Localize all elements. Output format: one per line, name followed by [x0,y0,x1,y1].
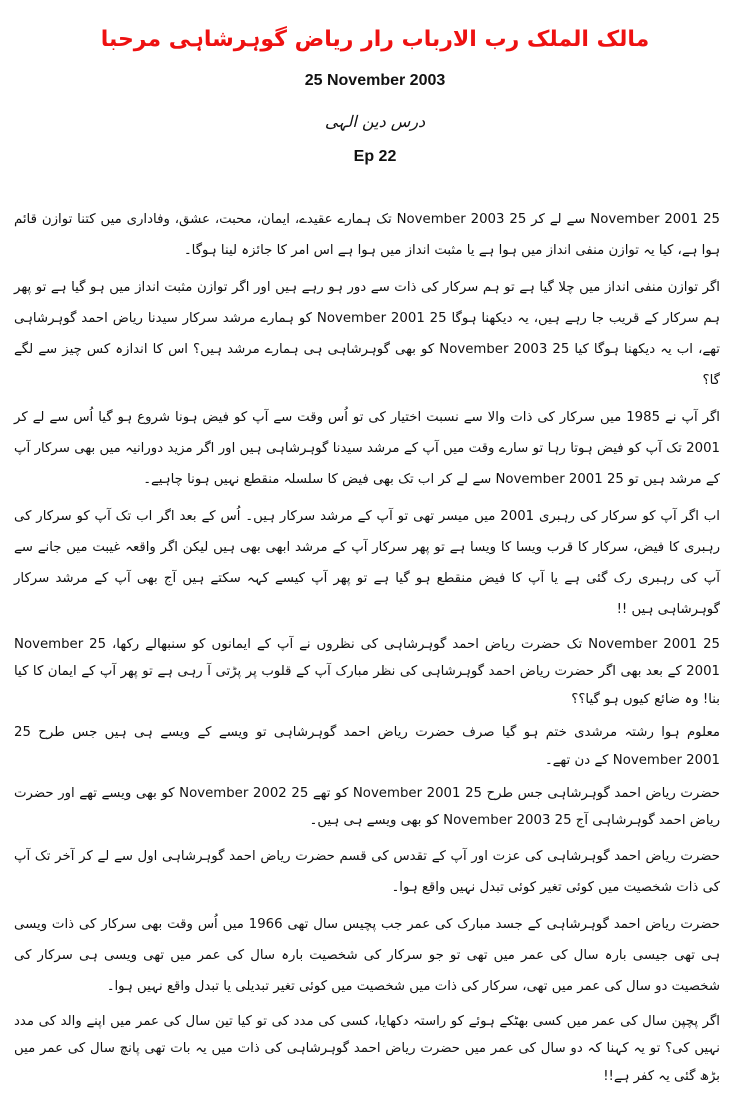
paragraph: 25 November 2001 سے لے کر 25 November 2003 تک ہمارے عقیدے، ایمان، محبت، عشق، وفاداری میں کتنا توازن قائم ہوا ہے، کیا یہ توازن منفی انداز میں ہوا ہے یا مثبت انداز میں ہوا ہے اس امر کا جائزہ لینا ہوگا۔ [14,212,720,258]
paragraph: حضرت ریاض احمد گوہرشاہی کے جسد مبارک کی عمر جب پچیس سال تھی 1966 میں اُس وقت بھی سرکار کی ذات ویسی ہی تھی جیسی بارہ سال کی عمر میں تھی تو جو سرکار کی شخصیت بارہ سال کی عمر میں تھی ویسی ہی سرکار کی شخصیت دو سال کی عمر میں تھی، سرکار کی ذات میں شخصیت میں کوئی تغیر تبدیلی یا تبدل واقع نہیں ہوا۔ [14,916,720,994]
paragraph: اگر پچپن سال کی عمر میں کسی بھٹکے ہوئے کو راستہ دکھایا، کسی کی مدد کی تو کیا تین سال کی عمر میں اپنے والد کی مدد نہیں کی؟ تو یہ کہنا کہ دو سال کی عمر میں حضرت ریاض احمد گوہرشاہی کی ذات میں یہ بات تھی پانچ سال کی عمر میں بڑھ گئی یہ کفر ہے!! [14,1013,720,1084]
paragraph: 25 November 2001 تک حضرت ریاض احمد گوہرشاہی کی نظروں نے آپ کے ایمانوں کو سنبھالے رکھا، 25 November 2001 کے بعد بھی اگر حضرت ریاض احمد گوہرشاہی کی نظر مبارک آپ کے قلوب پر پڑتی آ رہی ہے تو پھر آپ کے ایمان کا کیا بنا! وہ ضائع کیوں ہو گیا؟؟ [14,637,720,707]
paragraph: اگر توازن منفی انداز میں چلا گیا ہے تو ہم سرکار کی ذات سے دور ہو رہے ہیں اور اگر توازن مثبت انداز میں ہو گیا ہے تو پھر ہم سرکار کے قریب جا رہے ہیں، یہ دیکھنا ہوگا 25 November 2001 کو ہمارے مرشد سرکار سیدنا ریاض احمد گوہرشاہی تھے، اب یہ دیکھنا ہوگا کیا 25 November 2003 کو بھی گوہرشاہی ہی ہمارے مرشد ہیں؟ اس کا اندازہ کس چیز سے لگے گا؟ [14,280,720,388]
paragraph: حضرت ریاض احمد گوہرشاہی کی عزت اور آپ کے تقدس کی قسم حضرت ریاض احمد گوہرشاہی اول سے لے کر آخر تک آپ کی ذات شخصیت میں کوئی تغیر کوئی تبدل نہیں واقع ہوا۔ [14,848,720,895]
date-line: 25 November 2003 [304,72,446,89]
article-body [14,204,720,1096]
page-title: مالک الملک رب الارباب رار ریاض گوہرشاہی مرحبا [100,27,650,52]
paragraph: معلوم ہوا رشتہ مرشدی ختم ہو گیا صرف حضرت ریاض احمد گوہرشاہی تو ویسے کے ویسے ہی ہیں جس طرح 25 November 2001 کے دن تھے۔ [14,725,720,768]
paragraph: حضرت ریاض احمد گوہرشاہی جس طرح 25 November 2001 کو تھے 25 November 2002 کو بھی ویسے تھے اور حضرت ریاض احمد گوہرشاہی آج 25 November 2003 کو بھی ویسے ہی ہیں۔ [14,786,720,829]
subtitle-line: درس دین الہی [324,112,426,131]
paragraph: اگر آپ نے 1985 میں سرکار کی ذات والا سے نسبت اختیار کی تو اُس وقت سے آپ کو فیض ہونا شروع ہو گیا اُس سے لے کر 2001 تک آپ کو فیض ہوتا رہا تو سارے وقت میں آپ کے مرشد سیدنا گوہرشاہی ہیں اور اگر مزید دورانیہ میں بھی سرکار آپ کے مرشد ہیں تو 25 November 2001 سے لے کر اب تک بھی فیض کا سلسلہ منقطع نہیں ہونا چاہیے۔ [14,410,720,487]
paragraph: اب اگر آپ کو سرکار کی رہبری 2001 میں میسر تھی تو آپ کے مرشد سرکار ہیں۔ اُس کے بعد اگر اب تک آپ کو سرکار کی رہبری کا فیض، سرکار کا قرب ویسا کا ویسا ہے تو پھر سرکار آپ کے مرشد ابھی بھی ہیں لیکن اگر واقعہ غیبت میں جانے سے آپ کی رہبری رک گئی ہے یا آپ کا فیض منقطع ہو گیا ہے تو پھر آپ کیسے کہہ سکتے ہیں آج بھی آپ کے مرشد سرکار گوہرشاہی ہیں !! [14,509,720,617]
episode-line: Ep 22 [353,148,397,165]
